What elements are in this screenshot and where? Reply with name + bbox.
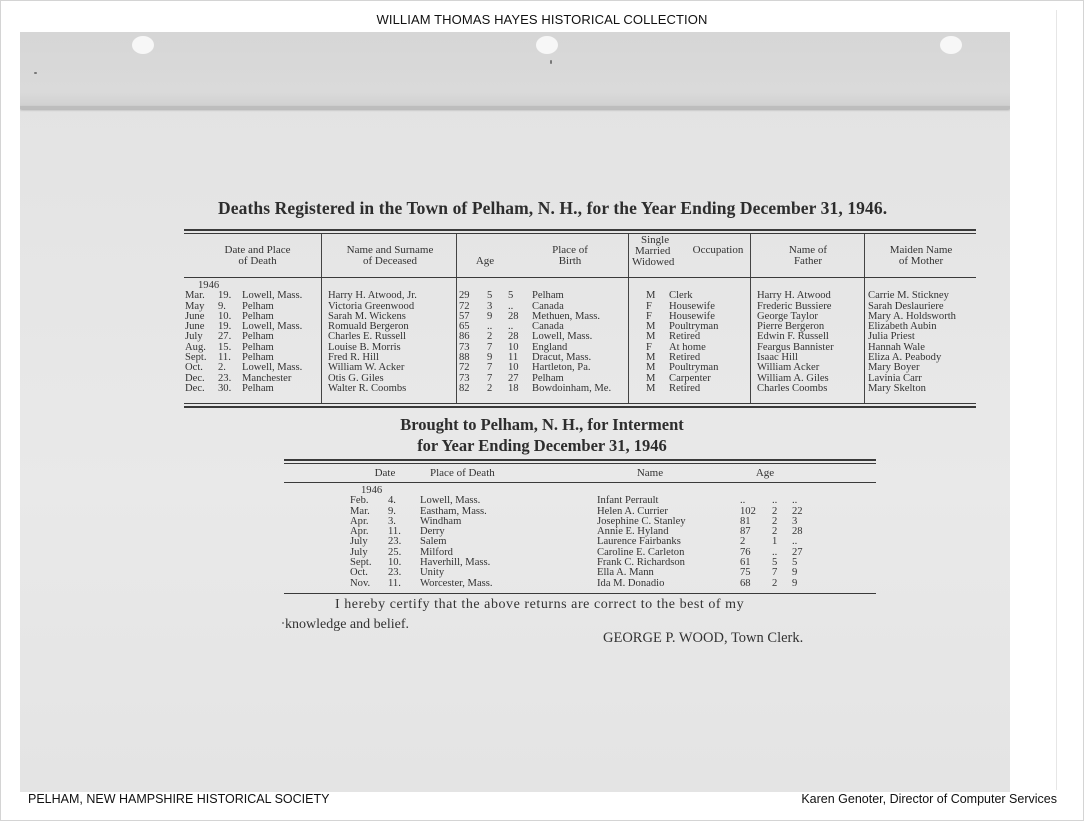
cell-occupation: Housewife bbox=[669, 300, 715, 312]
cell-place: Pelham bbox=[242, 331, 274, 343]
header-line: Single bbox=[641, 234, 670, 246]
cell-father: Edwin F. Russell bbox=[757, 331, 829, 343]
interment-header-rule bbox=[284, 482, 876, 483]
cell-month: Feb. bbox=[350, 495, 369, 507]
cell-status: M bbox=[646, 321, 656, 333]
cell-mother: Mary A. Holdsworth bbox=[868, 310, 956, 322]
cell-status: M bbox=[646, 362, 656, 374]
cell-name: Annie E. Hyland bbox=[597, 526, 669, 538]
cell-day: 23. bbox=[388, 536, 402, 548]
cell-name: Ella A. Mann bbox=[597, 567, 654, 579]
cell-birthplace: Canada bbox=[532, 321, 564, 333]
header-line: Place of bbox=[552, 244, 588, 256]
cell-age-months: 7 bbox=[487, 362, 493, 374]
cell-day: 19. bbox=[218, 290, 232, 302]
interment-top-rule bbox=[284, 459, 876, 461]
cell-occupation: Clerk bbox=[669, 290, 693, 302]
certification-line-1: I hereby certify that the above returns are correct to the best of my bbox=[335, 597, 745, 612]
header-birth bbox=[530, 245, 610, 267]
cell-age-months: 7 bbox=[772, 567, 778, 579]
cell-name: Sarah M. Wickens bbox=[328, 310, 406, 322]
cell-age-years: .. bbox=[740, 495, 746, 507]
cell-place: Lowell, Mass. bbox=[242, 321, 303, 333]
scan-speck bbox=[282, 622, 284, 624]
cell-age-years: 65 bbox=[459, 321, 470, 333]
cell-status: M bbox=[646, 352, 656, 364]
table-row bbox=[184, 363, 976, 373]
cell-age-years: 88 bbox=[459, 352, 470, 364]
cell-month: July bbox=[350, 536, 368, 548]
table-bottom-rule bbox=[184, 403, 976, 404]
cell-age-days: 9 bbox=[792, 567, 798, 579]
cell-age-days: .. bbox=[792, 495, 798, 507]
cell-age-days: 28 bbox=[508, 331, 519, 343]
cell-day: 15. bbox=[218, 341, 232, 353]
cell-status: M bbox=[646, 372, 656, 384]
cell-occupation: Housewife bbox=[669, 310, 715, 322]
cell-month: Sept. bbox=[350, 557, 372, 569]
cell-father: Pierre Bergeron bbox=[757, 321, 825, 333]
table-row bbox=[284, 558, 876, 568]
table-row bbox=[184, 291, 976, 301]
cell-month: July bbox=[350, 546, 368, 558]
footer-director: Karen Genoter, Director of Computer Services bbox=[801, 792, 1057, 806]
certification-line-2: knowledge and belief. bbox=[285, 617, 410, 632]
header-occupation: Occupation bbox=[692, 244, 744, 256]
cell-place: Pelham bbox=[242, 300, 274, 312]
cell-age-days: .. bbox=[508, 321, 514, 333]
cell-age-years: 72 bbox=[459, 362, 470, 374]
header-line: Father bbox=[793, 255, 823, 267]
cell-father: Harry H. Atwood bbox=[757, 290, 831, 302]
cell-month: May bbox=[185, 300, 205, 312]
cell-place: Unity bbox=[420, 567, 445, 579]
interment-title: Brought to Pelham, N. H., for Interment bbox=[400, 415, 684, 434]
cell-month: Mar. bbox=[350, 505, 370, 517]
cell-status: F bbox=[646, 310, 652, 322]
year-label: 1946 bbox=[198, 280, 220, 291]
cell-day: 10. bbox=[218, 310, 232, 322]
cell-age-months: 7 bbox=[487, 372, 493, 384]
cell-place: Lowell, Mass. bbox=[242, 290, 303, 302]
cell-age-years: 82 bbox=[459, 382, 470, 394]
cell-month: July bbox=[185, 331, 203, 343]
cell-age-days: 9 bbox=[792, 577, 798, 589]
interment-header-date: Date bbox=[374, 467, 396, 479]
deaths-rows bbox=[184, 291, 976, 394]
cell-place: Milford bbox=[420, 546, 453, 558]
cell-age-months: 7 bbox=[487, 341, 493, 353]
header-line: Name and Surname bbox=[346, 244, 434, 256]
interment-header-age: Age bbox=[755, 467, 775, 479]
cell-place: Worcester, Mass. bbox=[420, 577, 493, 589]
cell-month: Nov. bbox=[350, 577, 371, 589]
cell-age-days: 5 bbox=[792, 557, 798, 569]
scanned-document bbox=[20, 32, 1010, 792]
cell-age-years: 73 bbox=[459, 341, 470, 353]
cell-age-days: .. bbox=[508, 300, 514, 312]
cell-age-months: 9 bbox=[487, 352, 493, 364]
cell-age-days: 22 bbox=[792, 505, 803, 517]
cell-age-days: 28 bbox=[792, 526, 803, 538]
cell-age-years: 68 bbox=[740, 577, 751, 589]
cell-age-days: 5 bbox=[508, 290, 514, 302]
cell-age-years: 81 bbox=[740, 515, 751, 527]
year-label: 1946 bbox=[361, 485, 383, 496]
cell-father: George Taylor bbox=[757, 310, 818, 322]
cell-age-days: 10 bbox=[508, 341, 519, 353]
cell-age-months: .. bbox=[487, 321, 493, 333]
collection-header: WILLIAM THOMAS HAYES HISTORICAL COLLECTION bbox=[376, 12, 708, 27]
cell-name: Otis G. Giles bbox=[328, 372, 384, 384]
cell-month: Oct. bbox=[350, 567, 368, 579]
interment-bottom-rule bbox=[284, 593, 876, 594]
cell-place: Pelham bbox=[242, 310, 274, 322]
cell-month: Apr. bbox=[350, 526, 369, 538]
header-date-place bbox=[200, 245, 315, 267]
cell-month: Dec. bbox=[185, 372, 205, 384]
cell-father: William Acker bbox=[757, 362, 820, 374]
table-row bbox=[284, 548, 876, 558]
cell-month: Mar. bbox=[185, 290, 205, 302]
cell-age-months: 2 bbox=[772, 526, 778, 538]
cell-mother: Carrie M. Stickney bbox=[868, 290, 949, 302]
cell-place: Derry bbox=[420, 526, 445, 538]
cell-name: Infant Perrault bbox=[597, 495, 659, 507]
cell-place: Pelham bbox=[242, 341, 274, 353]
cell-month: Dec. bbox=[185, 382, 205, 394]
header-bottom-rule bbox=[184, 277, 976, 278]
cell-age-days: .. bbox=[792, 536, 798, 548]
cell-age-months: 5 bbox=[487, 290, 493, 302]
cell-birthplace: Bowdoinham, Me. bbox=[532, 382, 612, 394]
cell-age-months: 2 bbox=[772, 505, 778, 517]
cell-place: Manchester bbox=[242, 372, 292, 384]
cell-place: Salem bbox=[420, 536, 447, 548]
frame-divider bbox=[1056, 10, 1057, 790]
cell-age-years: 2 bbox=[740, 536, 746, 548]
cell-status: M bbox=[646, 290, 656, 302]
header-name bbox=[330, 245, 450, 267]
scan-speck bbox=[550, 60, 552, 64]
cell-occupation: Poultryman bbox=[669, 321, 719, 333]
cell-name: Romuald Bergeron bbox=[328, 321, 409, 333]
header-line: Birth bbox=[558, 255, 582, 267]
binder-hole bbox=[132, 36, 154, 54]
cell-age-days: 27 bbox=[792, 546, 803, 558]
cell-age-months: 2 bbox=[487, 331, 493, 343]
cell-age-months: 1 bbox=[772, 536, 778, 548]
cell-day: 9. bbox=[218, 300, 226, 312]
cell-mother: Lavinia Carr bbox=[868, 372, 922, 384]
cell-father: William A. Giles bbox=[757, 372, 829, 384]
header-line: of Mother bbox=[898, 255, 944, 267]
header-line: Date and Place bbox=[224, 244, 291, 256]
cell-name: Harry H. Atwood, Jr. bbox=[328, 290, 417, 302]
cell-age-days: 11 bbox=[508, 352, 519, 364]
table-row bbox=[184, 312, 976, 322]
cell-name: Frank C. Richardson bbox=[597, 557, 685, 569]
cell-name: Fred R. Hill bbox=[328, 352, 379, 364]
cell-name: Louise B. Morris bbox=[328, 341, 401, 353]
header-status bbox=[632, 235, 682, 268]
table-row bbox=[284, 517, 876, 527]
table-row bbox=[284, 568, 876, 578]
cell-age-months: 2 bbox=[772, 515, 778, 527]
cell-father: Feargus Bannister bbox=[757, 341, 834, 353]
deaths-title: Deaths Registered in the Town of Pelham, N. H., for the Year Ending December 31, 1946. bbox=[218, 198, 888, 218]
cell-age-days: 3 bbox=[792, 515, 798, 527]
cell-birthplace: England bbox=[532, 341, 568, 353]
cell-day: 4. bbox=[388, 495, 396, 507]
page-fold bbox=[20, 106, 1010, 109]
cell-day: 27. bbox=[218, 331, 232, 343]
header-line: of Death bbox=[238, 255, 277, 267]
cell-father: Charles Coombs bbox=[757, 382, 828, 394]
cell-day: 30. bbox=[218, 382, 232, 394]
cell-age-months: 9 bbox=[487, 310, 493, 322]
cell-name: William W. Acker bbox=[328, 362, 405, 374]
cell-month: Oct. bbox=[185, 362, 203, 374]
cell-birthplace: Dracut, Mass. bbox=[532, 352, 592, 364]
town-clerk-signature: GEORGE P. WOOD, Town Clerk. bbox=[603, 630, 804, 646]
cell-birthplace: Pelham bbox=[532, 290, 564, 302]
binder-hole bbox=[940, 36, 962, 54]
cell-birthplace: Canada bbox=[532, 300, 564, 312]
cell-occupation: Poultryman bbox=[669, 362, 719, 374]
cell-status: M bbox=[646, 382, 656, 394]
cell-age-years: 86 bbox=[459, 331, 470, 343]
cell-name: Josephine C. Stanley bbox=[597, 515, 686, 527]
cell-age-days: 18 bbox=[508, 382, 519, 394]
interment-rows bbox=[284, 496, 876, 589]
cell-day: 3. bbox=[388, 515, 396, 527]
header-line: Name of bbox=[788, 244, 828, 256]
cell-age-months: 2 bbox=[487, 382, 493, 394]
cell-name: Laurence Fairbanks bbox=[597, 536, 681, 548]
cell-name: Helen A. Currier bbox=[597, 505, 668, 517]
cell-day: 2. bbox=[218, 362, 226, 374]
cell-day: 23. bbox=[388, 567, 402, 579]
cell-birthplace: Pelham bbox=[532, 372, 564, 384]
cell-place: Haverhill, Mass. bbox=[420, 557, 491, 569]
header-father bbox=[758, 245, 858, 267]
scan-speck bbox=[34, 72, 37, 74]
header-age: Age bbox=[475, 255, 495, 267]
year-row bbox=[184, 281, 976, 291]
table-row bbox=[284, 579, 876, 589]
cell-status: F bbox=[646, 300, 652, 312]
table-row bbox=[284, 496, 876, 506]
year-row bbox=[284, 486, 876, 496]
binder-hole bbox=[536, 36, 558, 54]
interment-table-body bbox=[284, 486, 876, 589]
table-row bbox=[284, 527, 876, 537]
cell-birthplace: Methuen, Mass. bbox=[532, 310, 600, 322]
cell-day: 25. bbox=[388, 546, 402, 558]
table-row bbox=[184, 332, 976, 342]
interment-top-rule bbox=[284, 463, 876, 464]
cell-birthplace: Hartleton, Pa. bbox=[532, 362, 591, 374]
footer-society: PELHAM, NEW HAMPSHIRE HISTORICAL SOCIETY bbox=[28, 792, 330, 806]
header-line: Widowed bbox=[632, 256, 675, 268]
cell-birthplace: Lowell, Mass. bbox=[532, 331, 593, 343]
cell-age-months: 3 bbox=[487, 300, 493, 312]
cell-mother: Sarah Deslauriere bbox=[868, 300, 944, 312]
cell-age-years: 57 bbox=[459, 310, 470, 322]
cell-month: June bbox=[185, 321, 205, 333]
cell-month: Apr. bbox=[350, 515, 369, 527]
cell-place: Pelham bbox=[242, 382, 274, 394]
cell-place: Pelham bbox=[242, 352, 274, 364]
cell-age-months: .. bbox=[772, 546, 778, 558]
cell-age-years: 76 bbox=[740, 546, 751, 558]
cell-age-days: 27 bbox=[508, 372, 519, 384]
cell-age-years: 72 bbox=[459, 300, 470, 312]
cell-name: Walter R. Coombs bbox=[328, 382, 407, 394]
cell-day: 10. bbox=[388, 557, 402, 569]
cell-day: 11. bbox=[388, 577, 401, 589]
header-mother bbox=[868, 245, 974, 267]
cell-age-days: 28 bbox=[508, 310, 519, 322]
cell-age-years: 61 bbox=[740, 557, 751, 569]
interment-subtitle: for Year Ending December 31, 1946 bbox=[417, 436, 667, 455]
cell-mother: Mary Boyer bbox=[868, 362, 920, 374]
cell-name: Victoria Greenwood bbox=[328, 300, 415, 312]
cell-name: Charles E. Russell bbox=[328, 331, 406, 343]
cell-occupation: Retired bbox=[669, 331, 701, 343]
cell-occupation: Retired bbox=[669, 352, 701, 364]
table-row bbox=[284, 507, 876, 517]
cell-mother: Julia Priest bbox=[868, 331, 915, 343]
cell-age-years: 102 bbox=[740, 505, 756, 517]
cell-month: Sept. bbox=[185, 352, 207, 364]
cell-day: 19. bbox=[218, 321, 232, 333]
deaths-table-body bbox=[184, 281, 976, 394]
cell-mother: Hannah Wale bbox=[868, 341, 925, 353]
cell-age-months: 5 bbox=[772, 557, 778, 569]
cell-mother: Elizabeth Aubin bbox=[868, 321, 937, 333]
cell-mother: Eliza A. Peabody bbox=[868, 352, 942, 364]
cell-age-months: .. bbox=[772, 495, 778, 507]
cell-father: Frederic Bussiere bbox=[757, 300, 832, 312]
header-line: Married bbox=[635, 245, 671, 257]
cell-place: Windham bbox=[420, 515, 462, 527]
cell-month: Aug. bbox=[185, 341, 206, 353]
cell-day: 9. bbox=[388, 505, 396, 517]
cell-place: Eastham, Mass. bbox=[420, 505, 487, 517]
cell-status: M bbox=[646, 331, 656, 343]
cell-place: Lowell, Mass. bbox=[242, 362, 303, 374]
cell-age-years: 29 bbox=[459, 290, 470, 302]
cell-month: June bbox=[185, 310, 205, 322]
table-top-rule bbox=[184, 229, 976, 231]
cell-father: Isaac Hill bbox=[757, 352, 798, 364]
cell-place: Lowell, Mass. bbox=[420, 495, 481, 507]
page-top-edge bbox=[20, 32, 1010, 108]
cell-occupation: Retired bbox=[669, 382, 701, 394]
cell-occupation: Carpenter bbox=[669, 372, 711, 384]
cell-age-months: 2 bbox=[772, 577, 778, 589]
table-row bbox=[184, 384, 976, 394]
interment-header-name: Name bbox=[636, 467, 664, 479]
cell-mother: Mary Skelton bbox=[868, 382, 926, 394]
cell-name: Ida M. Donadio bbox=[597, 577, 665, 589]
cell-age-years: 87 bbox=[740, 526, 751, 538]
cell-age-years: 75 bbox=[740, 567, 751, 579]
table-bottom-rule bbox=[184, 406, 976, 408]
header-line: of Deceased bbox=[362, 255, 418, 267]
header-line: Maiden Name bbox=[889, 244, 953, 256]
cell-age-years: 73 bbox=[459, 372, 470, 384]
interment-header-place: Place of Death bbox=[430, 467, 495, 479]
cell-status: F bbox=[646, 341, 652, 353]
cell-day: 11. bbox=[218, 352, 231, 364]
table-top-rule bbox=[184, 233, 976, 234]
cell-day: 23. bbox=[218, 372, 232, 384]
cell-day: 11. bbox=[388, 526, 401, 538]
table-row bbox=[284, 537, 876, 547]
cell-name: Caroline E. Carleton bbox=[597, 546, 685, 558]
cell-occupation: At home bbox=[669, 341, 706, 353]
cell-age-days: 10 bbox=[508, 362, 519, 374]
